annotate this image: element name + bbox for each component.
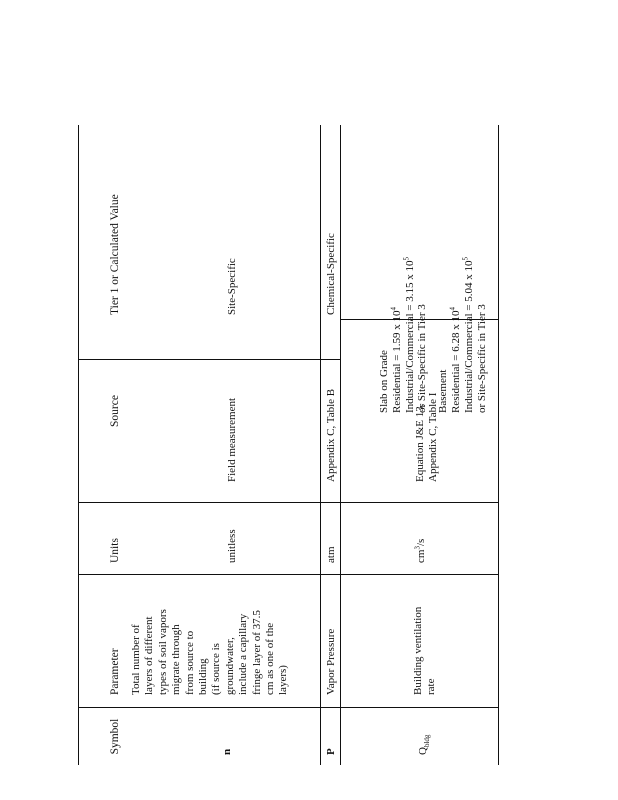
row-p-units: atm [325, 546, 337, 563]
row-divider-p-q [340, 125, 341, 765]
row-divider-n-p [320, 125, 321, 765]
row-n-parameter: Total number of layers of different types of soil vapors migrate through from source to building (if source is groundwater, include a capillary fringe layer of 37.5 cm as one of the layers) [130, 609, 290, 695]
header-units: Units [109, 538, 121, 563]
row-q-symbol: $Q_{bldg}$ [417, 734, 432, 755]
table-border-left [78, 125, 79, 765]
row-q-value: Slab on Grade Residential = 1.59 x $10^4$ Industrial/Commercial = 3.15 x $10^5$ or Site-Specific in Tier 3 Basement Residential = 6.28 x $10^4$ Industrial/Commercial = 5.04 x $10^5$ or Site-Specific in Tier 3 [378, 256, 488, 413]
row-p-symbol: P [325, 748, 337, 755]
row-q-units: $cm^3/s$ [413, 538, 427, 563]
row-n-units: unitless [226, 529, 238, 563]
col-divider-units [78, 502, 498, 503]
row-n-symbol: n [221, 748, 233, 755]
row-p-source: Appendix C, Table B [325, 388, 337, 482]
header-source: Source [109, 395, 121, 427]
row-n-source: Field measurement [226, 397, 238, 482]
row-p-value: Chemical-Specific [325, 233, 337, 315]
parameter-table [78, 125, 498, 765]
header-symbol: Symbol [109, 718, 121, 755]
table-border-right [498, 125, 499, 765]
row-p-parameter: Vapor Pressure [325, 628, 337, 695]
header-parameter: Parameter [109, 648, 121, 695]
col-divider-symbol [78, 707, 498, 708]
row-q-source: Equation J&E 13, Appendix C, Table I [414, 392, 440, 482]
header-value: Tier 1 or Calculated Value [109, 194, 121, 315]
row-n-value: Site-Specific [226, 258, 238, 315]
col-divider-source [78, 359, 340, 360]
col-divider-parameter [78, 574, 498, 575]
row-q-parameter: Building ventilation rate [412, 606, 438, 695]
